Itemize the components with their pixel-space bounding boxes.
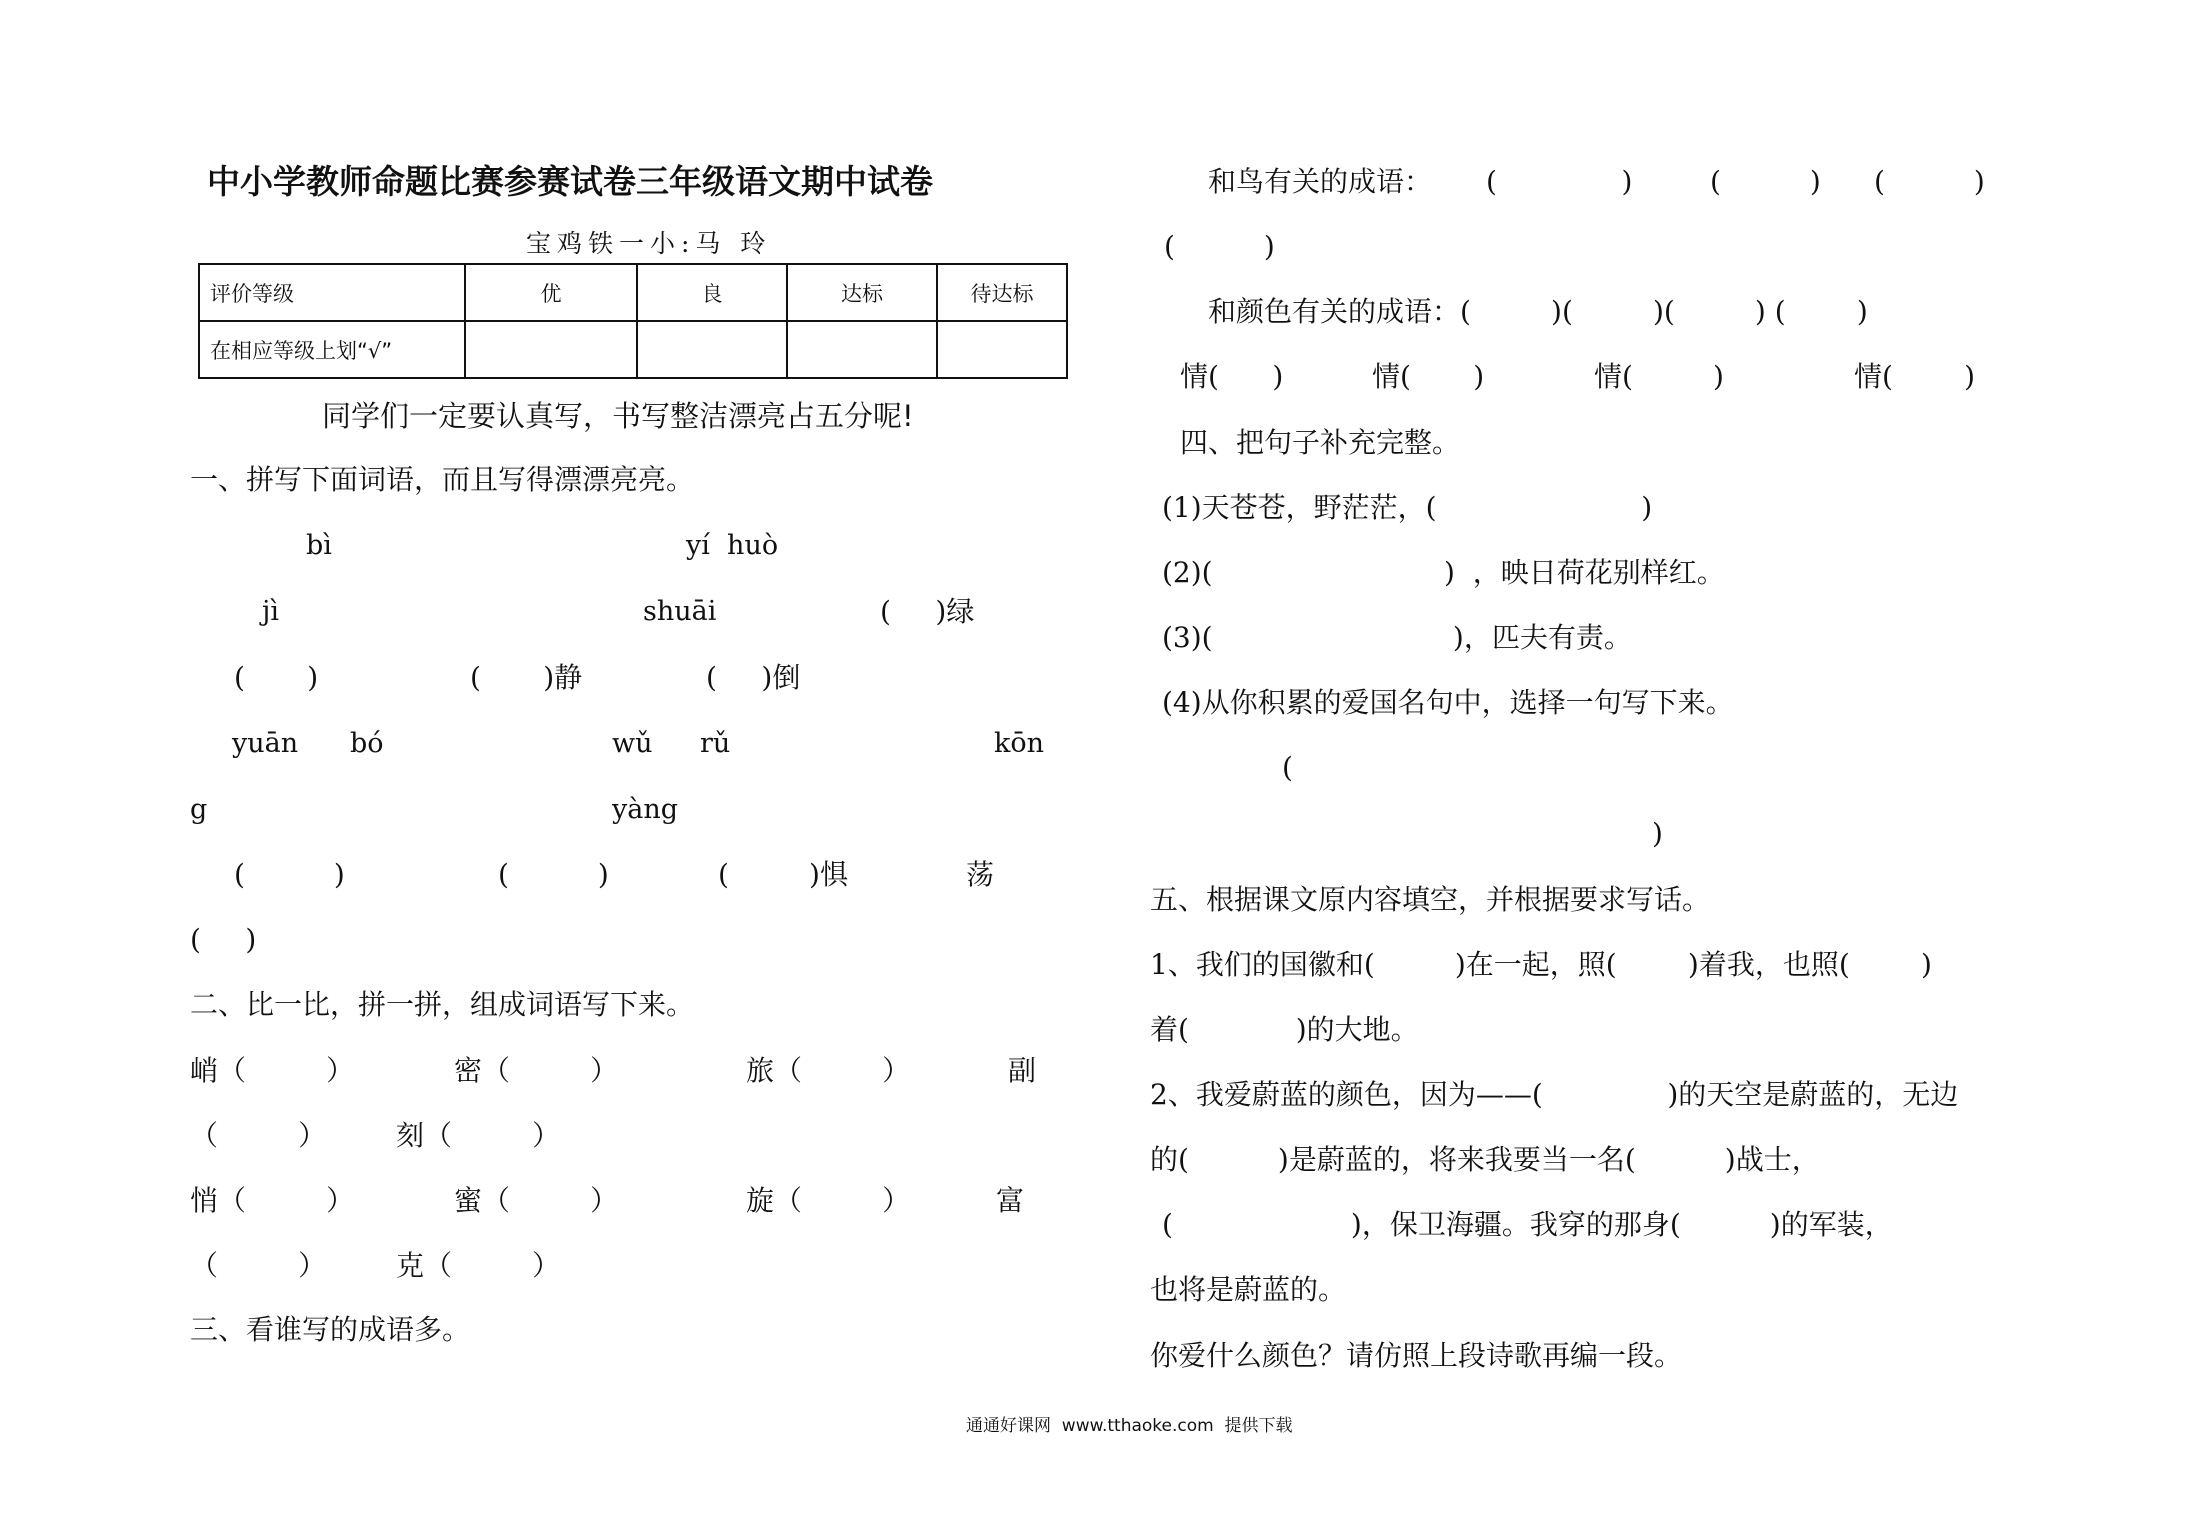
patriotic-quote-open[interactable]: ( (1282, 751, 1293, 784)
bird-idiom-blank-1[interactable]: ( ) (1486, 165, 1633, 198)
q5-heading: 五、根据课文原内容填空，并根据要求写话。 (1150, 883, 1711, 916)
compare-mi[interactable]: 密（ ） (454, 1054, 619, 1087)
qing-blank-3[interactable]: 情( ) (1594, 360, 1724, 393)
compare-qiao2[interactable]: 悄（ ） (190, 1184, 355, 1217)
fill-1-line-2[interactable]: 着( )的大地。 (1150, 1013, 1419, 1046)
qing-blank-4[interactable]: 情( ) (1854, 360, 1976, 393)
bird-idiom-label: 和鸟有关的成语： (1208, 165, 1433, 198)
bird-idiom-blank-3[interactable]: ( ) (1874, 165, 1985, 198)
compare-ke[interactable]: 刻（ ） (396, 1119, 561, 1152)
footer-source: 通通好课网 www.tthaoke.com 提供下载 (966, 1416, 1293, 1436)
compare-fu2-blank[interactable]: （ ） (190, 1249, 327, 1282)
sentence-2[interactable]: (2)( ) ，映日荷花别样红。 (1162, 556, 1725, 589)
q4-heading: 四、把句子补充完整。 (1180, 426, 1461, 459)
bird-idiom-blank-4[interactable]: ( ) (1164, 230, 1275, 263)
grade-good: 良 (637, 264, 787, 321)
compare-ke2[interactable]: 克（ ） (396, 1249, 561, 1282)
evaluation-table (198, 263, 1068, 379)
char-dang: 荡 (966, 858, 995, 891)
q2-heading: 二、比一比，拼一拼，组成词语写下来。 (190, 988, 695, 1021)
compare-fu-blank[interactable]: （ ） (190, 1119, 327, 1152)
bird-idiom-blank-2[interactable]: ( ) (1710, 165, 1821, 198)
pinyin-yang: yàng (612, 794, 679, 825)
grade-pass: 达标 (787, 264, 937, 321)
pinyin-kon: kōn (994, 728, 1045, 759)
fill-2-line-2[interactable]: 的( )是蔚蓝的，将来我要当一名( )战士， (1150, 1143, 1820, 1176)
pinyin-g: g (190, 794, 208, 825)
blank-word-1[interactable]: ( ) (234, 661, 319, 694)
compare-lv[interactable]: 旅（ ） (746, 1054, 911, 1087)
check-cell-good[interactable] (637, 321, 787, 378)
eval-row-grades (199, 264, 1067, 321)
fill-2-line-1[interactable]: 2、我爱蔚蓝的颜色，因为——( )的天空是蔚蓝的，无边 (1150, 1078, 1959, 1111)
patriotic-quote-close[interactable]: ) (1652, 817, 1663, 850)
eval-check-label: 在相应等级上划“√” (199, 321, 465, 378)
blank-word-3[interactable]: ( ) (498, 858, 609, 891)
color-idioms[interactable]: 和颜色有关的成语：( )( )( ) ( ) (1208, 295, 1868, 328)
blank-jing[interactable]: ( )静 (470, 661, 583, 694)
pinyin-bi: bì (306, 530, 332, 561)
q1-heading: 一、拼写下面词语，而且写得漂漂亮亮。 (190, 463, 695, 496)
pinyin-shuai: shuāi (643, 596, 717, 627)
sentence-4: (4)从你积累的爱国名句中，选择一句写下来。 (1162, 686, 1734, 719)
fill-1-line-1[interactable]: 1、我们的国徽和( )在一起，照( )着我，也照( ) (1150, 948, 1932, 981)
reminder-text: 同学们一定要认真写，书写整洁漂亮占五分呢! (322, 399, 914, 433)
pinyin-bo: bó (350, 728, 384, 759)
blank-ju[interactable]: ( )惧 (718, 858, 848, 891)
sentence-3[interactable]: (3)( )，匹夫有责。 (1162, 621, 1632, 654)
fill-3-prompt: 你爱什么颜色？请仿照上段诗歌再编一段。 (1150, 1339, 1683, 1372)
check-cell-below[interactable] (937, 321, 1067, 378)
pinyin-yihuo: yí huò (686, 530, 779, 561)
compare-fu: 副 (1008, 1054, 1037, 1087)
pinyin-ru: rǔ (700, 728, 731, 759)
pinyin-ji: jì (262, 596, 280, 627)
blank-lv[interactable]: ( )绿 (880, 595, 975, 628)
grade-below: 待达标 (937, 264, 1067, 321)
compare-xuan[interactable]: 旋（ ） (746, 1184, 911, 1217)
fill-2-line-4: 也将是蔚蓝的。 (1150, 1273, 1347, 1306)
pinyin-wu: wǔ (612, 728, 653, 759)
q3-heading: 三、看谁写的成语多。 (190, 1313, 471, 1346)
compare-fu2: 富 (996, 1184, 1025, 1217)
blank-word-2[interactable]: ( ) (234, 858, 345, 891)
blank-word-4[interactable]: ( ) (190, 923, 257, 956)
fill-2-line-3[interactable]: ( )，保卫海疆。我穿的那身( )的军装， (1162, 1208, 1893, 1241)
exam-title: 中小学教师命题比赛参赛试卷三年级语文期中试卷 (207, 162, 933, 201)
blank-dao[interactable]: ( )倒 (706, 661, 801, 694)
eval-header-label: 评价等级 (199, 264, 465, 321)
sentence-1[interactable]: (1)天苍苍，野茫茫，( ) (1162, 491, 1653, 524)
compare-mi2[interactable]: 蜜（ ） (454, 1184, 619, 1217)
qing-blank-2[interactable]: 情( ) (1372, 360, 1485, 393)
check-cell-pass[interactable] (787, 321, 937, 378)
eval-row-check (199, 321, 1067, 378)
qing-blank-1[interactable]: 情( ) (1180, 360, 1284, 393)
grade-excellent: 优 (465, 264, 637, 321)
pinyin-yuan: yuān (232, 728, 299, 759)
compare-qiao[interactable]: 峭（ ） (190, 1054, 355, 1087)
check-cell-excellent[interactable] (465, 321, 637, 378)
author-line: 宝鸡铁一小:马 玲 (526, 229, 772, 258)
